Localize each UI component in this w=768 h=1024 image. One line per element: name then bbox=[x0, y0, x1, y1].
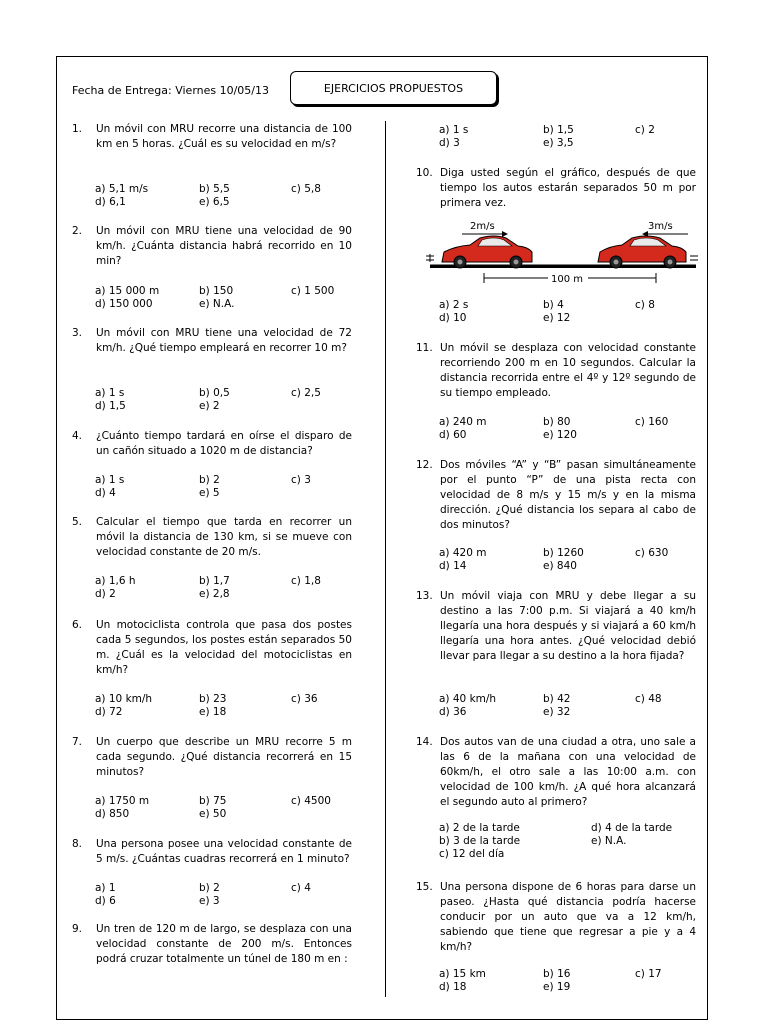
option-e: e) 32 bbox=[543, 706, 571, 718]
option-e: e) 18 bbox=[199, 706, 227, 718]
question-text: Un tren de 120 m de largo, se desplaza con una velocidad constante de 200 m/s. Entonces podrá cruzar totalmente un túnel de 180 m en : bbox=[96, 923, 352, 965]
car-2 bbox=[598, 236, 686, 268]
option-d: d) 2 bbox=[95, 588, 116, 600]
option-a: a) 40 km/h bbox=[439, 693, 497, 705]
option-b: b) 23 bbox=[199, 693, 227, 705]
car-2-speed: 3m/s bbox=[648, 221, 673, 232]
column-divider bbox=[385, 121, 386, 997]
option-d: d) 10 bbox=[439, 312, 467, 324]
option-c: c) 2 bbox=[635, 124, 655, 136]
option-c: c) 48 bbox=[635, 693, 662, 705]
question-text: Un móvil viaja con MRU y debe llegar a su destino a las 7:00 p.m. Si viajará a 40 km/h llegaría una hora después y si viajará a 60 km/h llegaría una hora antes. ¿Qué velocidad debió llevar para llegar a su destino a la hora fijada? bbox=[440, 590, 696, 662]
options-15 bbox=[439, 968, 699, 996]
option-b: b) 2 bbox=[199, 882, 220, 894]
question-number: 13. bbox=[416, 590, 433, 602]
options-12 bbox=[439, 547, 699, 575]
option-c: c) 17 bbox=[635, 968, 662, 980]
options-13 bbox=[439, 693, 699, 721]
question-text: Un móvil con MRU tiene una velocidad de 90 km/h. ¿Cuánta distancia habrá recorrido en 10 min? bbox=[96, 225, 352, 267]
option-c: c) 4 bbox=[291, 882, 311, 894]
options-11 bbox=[439, 416, 699, 444]
option-d: d) 1,5 bbox=[95, 400, 126, 412]
option-b: b) 42 bbox=[543, 693, 571, 705]
option-a: a) 1 s bbox=[95, 474, 125, 486]
option-b: b) 5,5 bbox=[199, 183, 230, 195]
option-b: b) 0,5 bbox=[199, 387, 230, 399]
options-1 bbox=[95, 183, 355, 211]
option-b: b) 80 bbox=[543, 416, 571, 428]
option-e: e) 5 bbox=[199, 487, 220, 499]
option-e: e) 6,5 bbox=[199, 196, 230, 208]
options-2 bbox=[95, 285, 355, 313]
option-d: d) 18 bbox=[439, 981, 467, 993]
option-c: c) 2,5 bbox=[291, 387, 321, 399]
option-c: c) 5,8 bbox=[291, 183, 321, 195]
options-9 bbox=[439, 124, 699, 152]
delivery-date: Fecha de Entrega: Viernes 10/05/13 bbox=[72, 84, 270, 97]
option-e: e) 12 bbox=[543, 312, 571, 324]
ground-base bbox=[430, 265, 696, 268]
option-e: e) 50 bbox=[199, 808, 227, 820]
option-c: c) 160 bbox=[635, 416, 669, 428]
option-a: a) 2 s bbox=[439, 299, 469, 311]
question-number: 1. bbox=[72, 123, 83, 135]
option-a: a) 2 de la tarde bbox=[439, 822, 520, 834]
question-text: Dos móviles “A” y “B” pasan simultáneamente por el punto “P” de una pista recta con velocidad de 8 m/s y 15 m/s y en la misma dirección. ¿Qué distancia los separa al cabo de dos minutos? bbox=[440, 459, 696, 531]
option-d: d) 150 000 bbox=[95, 298, 153, 310]
option-e: e) 3 bbox=[199, 895, 220, 907]
option-b: b) 2 bbox=[199, 474, 220, 486]
option-b: b) 1,5 bbox=[543, 124, 574, 136]
option-e: e) 3,5 bbox=[543, 137, 574, 149]
question-text: Dos autos van de una ciudad a otra, uno sale a las 6 de la mañana con una velocidad de 60km/h, el otro sale a las 10:00 a.m. con velocidad de 100 km/h. ¿A qué hora alcanzará el segundo auto al primero? bbox=[440, 736, 696, 808]
options-7 bbox=[95, 795, 355, 823]
option-d: d) 4 de la tarde bbox=[591, 822, 673, 834]
question-number: 14. bbox=[416, 736, 433, 748]
option-b: b) 150 bbox=[199, 285, 234, 297]
question-number: 12. bbox=[416, 459, 433, 471]
question-text: Un móvil se desplaza con velocidad constante recorriendo 200 m en 10 segundos. Calcular la distancia recorrida entre el 4º y 12º segundo de su tiempo empleado. bbox=[440, 342, 696, 399]
options-5 bbox=[95, 575, 355, 603]
question-text: Una persona dispone de 6 horas para darse un paseo. ¿Hasta qué distancia podría hacerse conducir por un auto que va a 12 km/h, sabiendo que tiene que regresar a pie y a 4 km/h? bbox=[440, 881, 696, 953]
question-text: Una persona posee una velocidad constante de 5 m/s. ¿Cuántas cuadras recorrerá en 1 minuto? bbox=[96, 838, 352, 865]
options-6 bbox=[95, 693, 355, 721]
question-number: 9. bbox=[72, 923, 83, 935]
question-number: 10. bbox=[416, 167, 433, 179]
question-text: Un móvil con MRU recorre una distancia de 100 km en 5 horas. ¿Cuál es su velocidad en m/s? bbox=[96, 123, 352, 150]
question-number: 2. bbox=[72, 225, 83, 237]
option-e: e) 2 bbox=[199, 400, 220, 412]
option-c: c) 630 bbox=[635, 547, 669, 559]
option-b: b) 4 bbox=[543, 299, 564, 311]
option-c: c) 36 bbox=[291, 693, 318, 705]
option-d: d) 36 bbox=[439, 706, 467, 718]
option-e: e) 19 bbox=[543, 981, 571, 993]
option-d: d) 3 bbox=[439, 137, 460, 149]
option-c: c) 1 500 bbox=[291, 285, 335, 297]
option-c: c) 1,8 bbox=[291, 575, 321, 587]
option-c: c) 4500 bbox=[291, 795, 331, 807]
option-a: a) 420 m bbox=[439, 547, 487, 559]
option-b: b) 1,7 bbox=[199, 575, 230, 587]
options-10 bbox=[439, 299, 699, 327]
option-a: a) 1,6 h bbox=[95, 575, 136, 587]
option-d: d) 60 bbox=[439, 429, 467, 441]
question-number: 6. bbox=[72, 619, 83, 631]
options-3 bbox=[95, 387, 355, 415]
question-text: ¿Cuánto tiempo tardará en oírse el disparo de un cañón situado a 1020 m de distancia? bbox=[96, 430, 352, 457]
question-text: Un móvil con MRU tiene una velocidad de 72 km/h. ¿Qué tiempo empleará en recorrer 10 m? bbox=[96, 327, 352, 354]
question-text: Calcular el tiempo que tarda en recorrer un móvil la distancia de 130 km, si se mueve con velocidad constante de 20 m/s. bbox=[96, 516, 352, 558]
option-b: b) 75 bbox=[199, 795, 227, 807]
option-a: a) 240 m bbox=[439, 416, 487, 428]
car-1-speed: 2m/s bbox=[470, 221, 495, 232]
option-b: b) 1260 bbox=[543, 547, 584, 559]
question-text: Un cuerpo que describe un MRU recorre 5 m cada segundo. ¿Qué distancia recorrerá en 15 minutos? bbox=[96, 736, 352, 778]
option-a: a) 15 000 m bbox=[95, 285, 160, 297]
question-number: 5. bbox=[72, 516, 83, 528]
option-e: e) 840 bbox=[543, 560, 577, 572]
option-d: d) 6,1 bbox=[95, 196, 126, 208]
option-c: c) 12 del día bbox=[439, 848, 505, 860]
question-text: Diga usted según el gráfico, después de que tiempo los autos estarán separados 50 m por primera vez. bbox=[440, 167, 696, 209]
option-a: a) 10 km/h bbox=[95, 693, 153, 705]
question-number: 7. bbox=[72, 736, 83, 748]
options-8 bbox=[95, 882, 355, 910]
option-a: a) 1 bbox=[95, 882, 116, 894]
option-b: b) 3 de la tarde bbox=[439, 835, 521, 847]
option-a: a) 1 s bbox=[439, 124, 469, 136]
options-4 bbox=[95, 474, 355, 502]
cars-diagram bbox=[420, 216, 700, 291]
page-title: EJERCICIOS PROPUESTOS bbox=[290, 71, 497, 105]
question-text: Un motociclista controla que pasa dos postes cada 5 segundos, los postes están separados 50 m. ¿Cuál es la velocidad del motociclistas en km/h? bbox=[96, 619, 352, 676]
car-1 bbox=[442, 236, 532, 268]
option-a: a) 15 km bbox=[439, 968, 486, 980]
question-number: 8. bbox=[72, 838, 83, 850]
option-d: d) 72 bbox=[95, 706, 123, 718]
distance-label: 100 m bbox=[551, 274, 584, 285]
option-e: e) N.A. bbox=[591, 835, 627, 847]
cars-diagram-svg bbox=[420, 216, 700, 291]
option-d: d) 850 bbox=[95, 808, 130, 820]
question-number: 4. bbox=[72, 430, 83, 442]
option-e: e) 2,8 bbox=[199, 588, 230, 600]
option-e: e) N.A. bbox=[199, 298, 235, 310]
option-c: c) 3 bbox=[291, 474, 311, 486]
option-a: a) 5,1 m/s bbox=[95, 183, 149, 195]
option-d: d) 6 bbox=[95, 895, 116, 907]
question-number: 11. bbox=[416, 342, 433, 354]
option-a: a) 1 s bbox=[95, 387, 125, 399]
question-number: 15. bbox=[416, 881, 433, 893]
option-e: e) 120 bbox=[543, 429, 577, 441]
option-d: d) 4 bbox=[95, 487, 116, 499]
options-14 bbox=[439, 822, 699, 864]
option-b: b) 16 bbox=[543, 968, 571, 980]
option-d: d) 14 bbox=[439, 560, 467, 572]
option-c: c) 8 bbox=[635, 299, 655, 311]
question-number: 3. bbox=[72, 327, 83, 339]
option-a: a) 1750 m bbox=[95, 795, 150, 807]
